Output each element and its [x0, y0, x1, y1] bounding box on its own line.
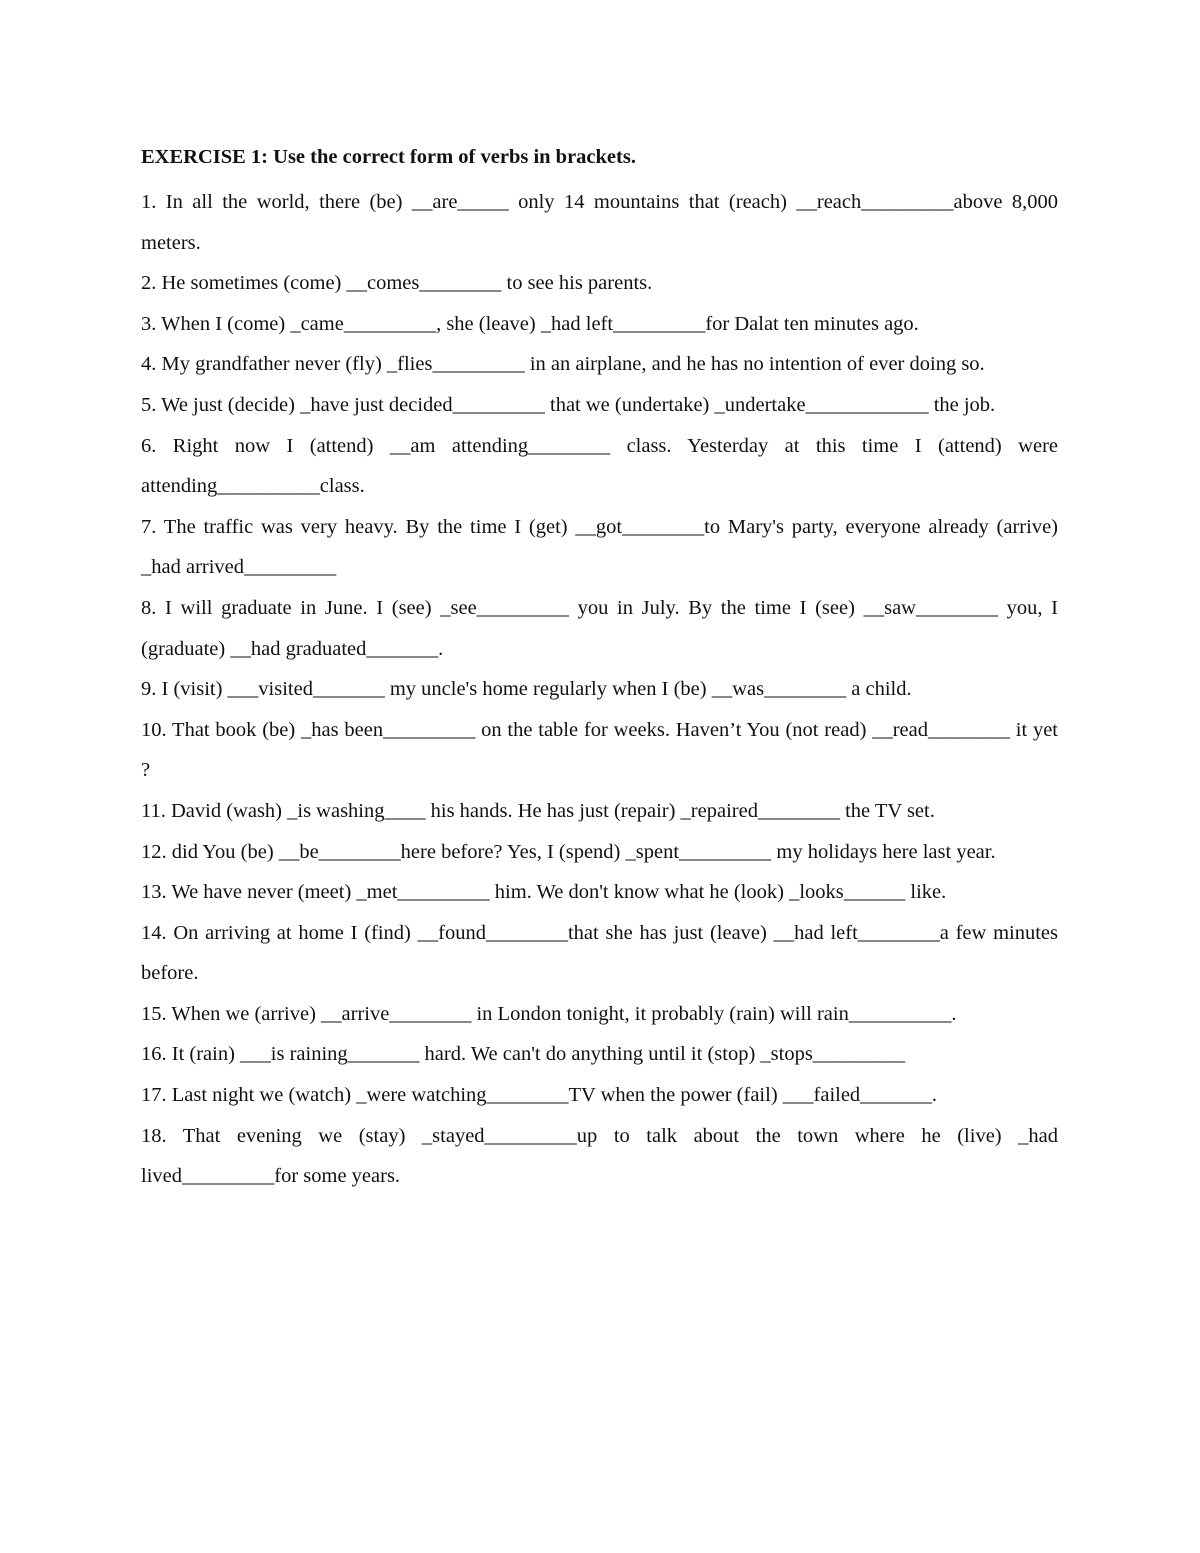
exercise-item-4: 4. My grandfather never (fly) _flies_________ in an airplane, and he has no intention of ever doing so.	[141, 353, 985, 376]
exercise-item-7: 7. The traffic was very heavy. By the time I (get) __got________to Mary's party, everyone already (arrive) _had arrived_________	[141, 515, 1058, 579]
exercise-item-2: 2. He sometimes (come) __comes________ to see his parents.	[141, 272, 653, 295]
exercise-item-17: 17. Last night we (watch) _were watching________TV when the power (fail) ___failed_______.	[141, 1084, 938, 1107]
exercise-item-10: 10. That book (be) _has been_________ on the table for weeks. Haven’t You (not read) __read________ it yet ?	[141, 718, 1058, 782]
exercise-item-12: 12. did You (be) __be________here before? Yes, I (spend) _spent_________ my holidays here last year.	[141, 840, 996, 863]
exercise-title: EXERCISE 1: Use the correct form of verbs in brackets.	[141, 146, 636, 168]
exercise-item-1: 1. In all the world, there (be) __are_____ only 14 mountains that (reach) __reach_________above 8,000 meters.	[141, 191, 1058, 254]
exercise-item-11: 11. David (wash) _is washing____ his hands. He has just (repair) _repaired________ the TV set.	[141, 799, 935, 822]
exercise-item-16: 16. It (rain) ___is raining_______ hard. We can't do anything until it (stop) _stops_________	[141, 1043, 906, 1066]
exercise-item-6: 6. Right now I (attend) __am attending________ class. Yesterday at this time I (attend) were attending__________class.	[141, 434, 1058, 498]
exercise-item-18: 18. That evening we (stay) _stayed_________up to talk about the town where he (live) _had lived_________for some years.	[141, 1124, 1058, 1188]
exercise-item-13: 13. We have never (meet) _met_________ him. We don't know what he (look) _looks______ like.	[141, 881, 947, 904]
exercise-item-14: 14. On arriving at home I (find) __found________that she has just (leave) __had left________a few minutes before.	[141, 921, 1058, 985]
exercise-item-8: 8. I will graduate in June. I (see) _see_________ you in July. By the time I (see) __saw________ you, I (graduate) __had graduated_______.	[141, 596, 1058, 660]
exercise-item-3: 3. When I (come) _came_________, she (leave) _had left_________for Dalat ten minutes ago.	[141, 312, 919, 335]
exercise-list	[141, 182, 1058, 1197]
worksheet-page	[141, 142, 1058, 1197]
exercise-item-15: 15. When we (arrive) __arrive________ in London tonight, it probably (rain) will rain__________.	[141, 1002, 957, 1025]
exercise-item-9: 9. I (visit) ___visited_______ my uncle's home regularly when I (be) __was________ a child.	[141, 678, 912, 701]
exercise-item-5: 5. We just (decide) _have just decided_________ that we (undertake) _undertake____________ the job.	[141, 393, 996, 416]
